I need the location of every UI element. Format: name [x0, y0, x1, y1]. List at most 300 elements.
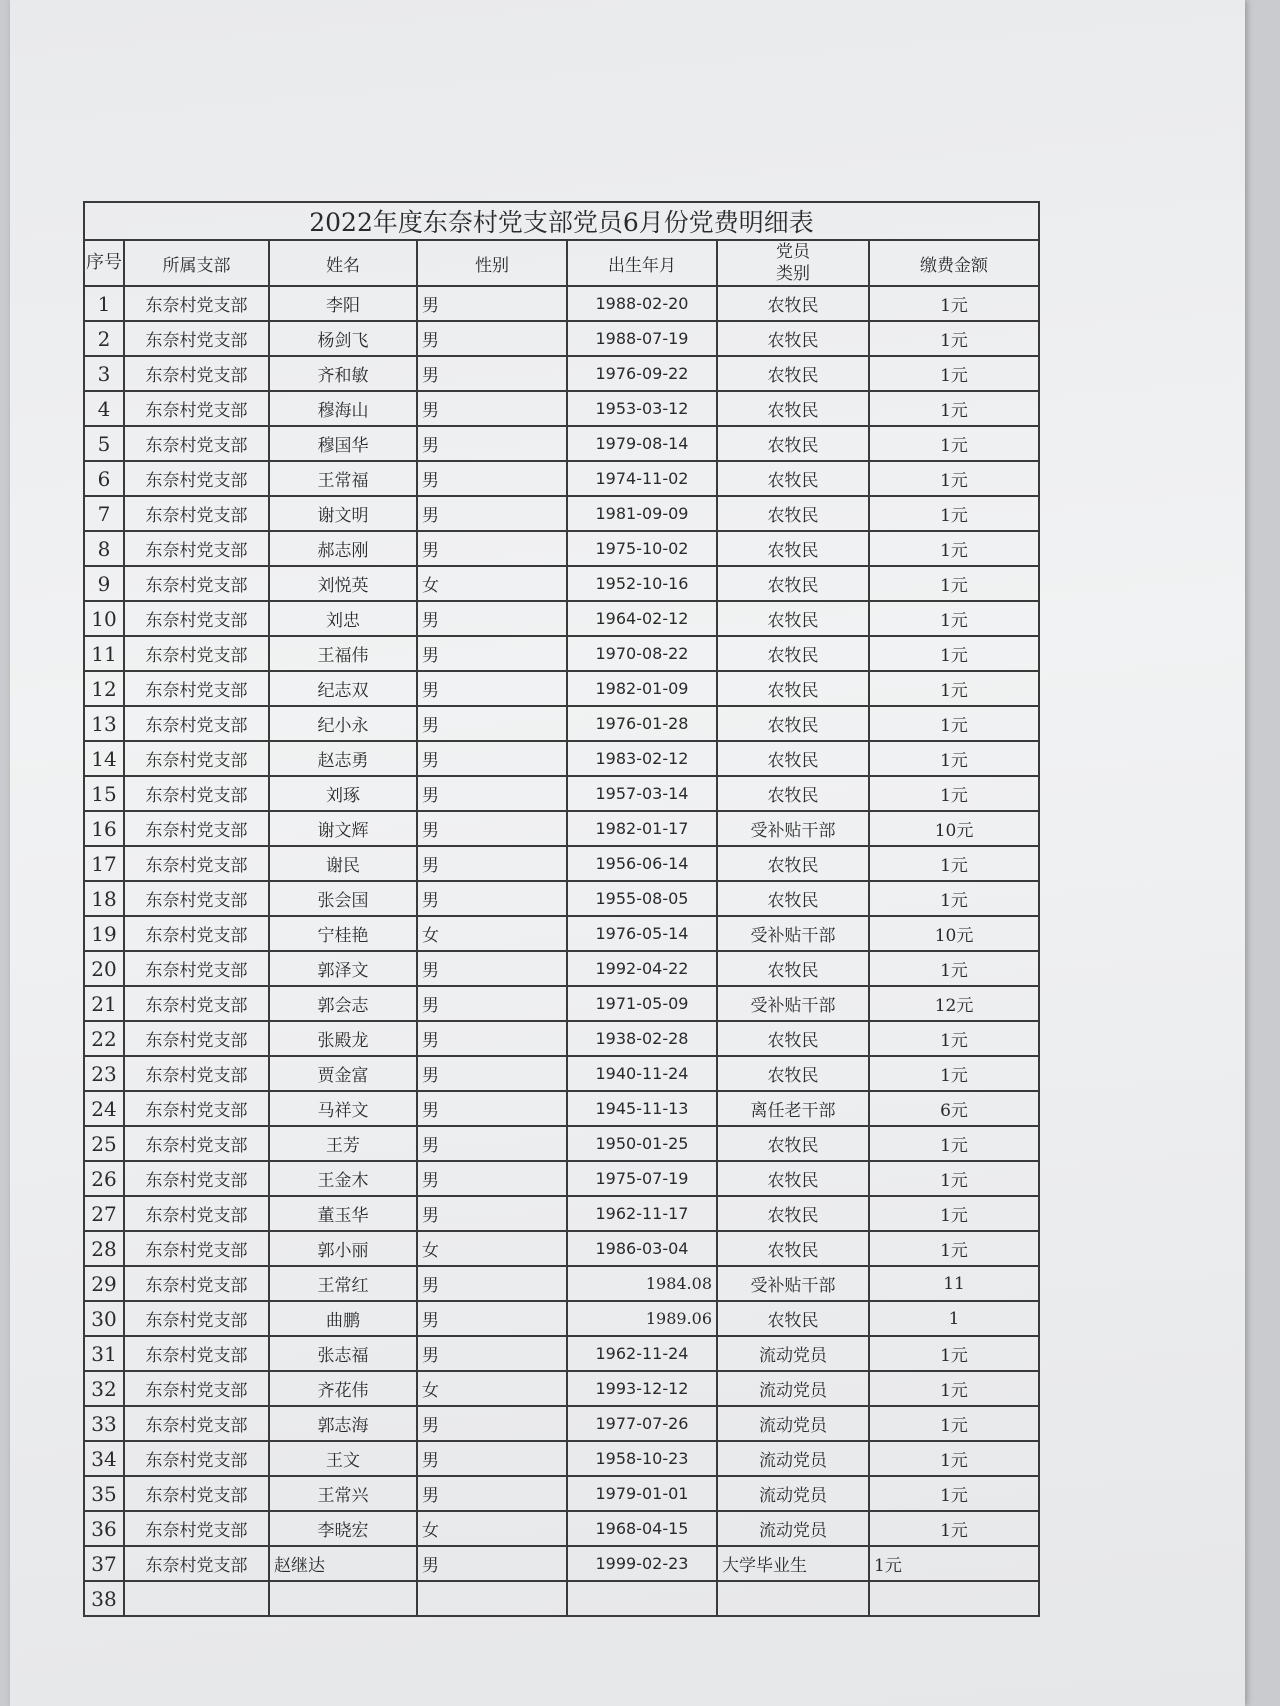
row-birth: 1975-07-19 — [567, 1161, 717, 1196]
row-type: 农牧民 — [717, 776, 869, 811]
table-row — [84, 671, 1039, 706]
header-fee: 缴费金额 — [869, 240, 1039, 286]
row-number: 35 — [84, 1476, 124, 1511]
row-birth: 1976-01-28 — [567, 706, 717, 741]
row-name: 齐花伟 — [269, 1371, 417, 1406]
row-birth: 1992-04-22 — [567, 951, 717, 986]
row-branch: 东奈村党支部 — [124, 1371, 269, 1406]
row-number: 17 — [84, 846, 124, 881]
row-branch: 东奈村党支部 — [124, 1511, 269, 1546]
row-branch: 东奈村党支部 — [124, 1161, 269, 1196]
row-type: 农牧民 — [717, 1021, 869, 1056]
row-sex: 男 — [417, 1266, 567, 1301]
row-birth: 1979-01-01 — [567, 1476, 717, 1511]
row-sex: 男 — [417, 391, 567, 426]
row-name: 王芳 — [269, 1126, 417, 1161]
row-number: 10 — [84, 601, 124, 636]
row-name: 穆国华 — [269, 426, 417, 461]
row-sex: 男 — [417, 461, 567, 496]
row-birth: 1955-08-05 — [567, 881, 717, 916]
table-row — [84, 426, 1039, 461]
row-birth: 1957-03-14 — [567, 776, 717, 811]
row-sex: 男 — [417, 776, 567, 811]
row-sex: 男 — [417, 1196, 567, 1231]
header-row — [84, 240, 1039, 286]
row-name: 王文 — [269, 1441, 417, 1476]
row-birth: 1974-11-02 — [567, 461, 717, 496]
row-name: 郭泽文 — [269, 951, 417, 986]
row-fee: 1元 — [869, 1161, 1039, 1196]
row-branch: 东奈村党支部 — [124, 1021, 269, 1056]
row-birth: 1971-05-09 — [567, 986, 717, 1021]
row-fee: 1元 — [869, 1371, 1039, 1406]
row-type: 农牧民 — [717, 391, 869, 426]
table-row — [84, 1511, 1039, 1546]
row-birth: 1962-11-17 — [567, 1196, 717, 1231]
row-name: 宁桂艳 — [269, 916, 417, 951]
row-branch: 东奈村党支部 — [124, 1546, 269, 1581]
table-row — [84, 1021, 1039, 1056]
row-birth: 1964-02-12 — [567, 601, 717, 636]
row-fee: 1元 — [869, 1336, 1039, 1371]
row-sex: 男 — [417, 601, 567, 636]
row-name: 王福伟 — [269, 636, 417, 671]
row-number: 21 — [84, 986, 124, 1021]
row-branch — [124, 1581, 269, 1616]
row-fee: 12元 — [869, 986, 1039, 1021]
row-sex: 男 — [417, 706, 567, 741]
row-sex: 男 — [417, 1441, 567, 1476]
header-name: 姓名 — [269, 240, 417, 286]
row-birth: 1956-06-14 — [567, 846, 717, 881]
row-type: 农牧民 — [717, 636, 869, 671]
row-type: 农牧民 — [717, 1056, 869, 1091]
row-sex: 男 — [417, 1476, 567, 1511]
row-number: 38 — [84, 1581, 124, 1616]
row-branch: 东奈村党支部 — [124, 1476, 269, 1511]
row-number: 28 — [84, 1231, 124, 1266]
row-number: 9 — [84, 566, 124, 601]
row-number: 18 — [84, 881, 124, 916]
row-name: 杨剑飞 — [269, 321, 417, 356]
row-name: 王常兴 — [269, 1476, 417, 1511]
row-branch: 东奈村党支部 — [124, 601, 269, 636]
row-name: 谢文辉 — [269, 811, 417, 846]
row-fee: 1元 — [869, 951, 1039, 986]
row-fee: 1元 — [869, 1511, 1039, 1546]
table-row — [84, 881, 1039, 916]
row-name: 赵继达 — [269, 1546, 417, 1581]
row-number: 7 — [84, 496, 124, 531]
row-number: 31 — [84, 1336, 124, 1371]
row-sex: 男 — [417, 811, 567, 846]
row-fee: 1元 — [869, 321, 1039, 356]
row-birth: 1984.08 — [567, 1266, 717, 1301]
row-branch: 东奈村党支部 — [124, 461, 269, 496]
row-number: 26 — [84, 1161, 124, 1196]
row-birth: 1982-01-09 — [567, 671, 717, 706]
row-sex: 男 — [417, 1336, 567, 1371]
row-type: 农牧民 — [717, 881, 869, 916]
table-body — [84, 286, 1039, 1616]
row-name: 马祥文 — [269, 1091, 417, 1126]
row-sex: 男 — [417, 1091, 567, 1126]
row-fee: 1元 — [869, 671, 1039, 706]
row-number: 30 — [84, 1301, 124, 1336]
row-number: 1 — [84, 286, 124, 321]
table-row — [84, 391, 1039, 426]
row-type: 农牧民 — [717, 1196, 869, 1231]
row-type: 农牧民 — [717, 1126, 869, 1161]
row-fee: 1元 — [869, 531, 1039, 566]
table-row — [84, 1056, 1039, 1091]
row-sex: 男 — [417, 1126, 567, 1161]
row-type: 农牧民 — [717, 566, 869, 601]
row-sex: 男 — [417, 531, 567, 566]
row-type: 农牧民 — [717, 1301, 869, 1336]
row-name: 郭小丽 — [269, 1231, 417, 1266]
row-sex: 男 — [417, 496, 567, 531]
row-birth: 1958-10-23 — [567, 1441, 717, 1476]
row-fee: 1元 — [869, 881, 1039, 916]
row-birth: 1968-04-15 — [567, 1511, 717, 1546]
row-number: 32 — [84, 1371, 124, 1406]
row-number: 13 — [84, 706, 124, 741]
row-branch: 东奈村党支部 — [124, 986, 269, 1021]
row-branch: 东奈村党支部 — [124, 916, 269, 951]
row-fee: 6元 — [869, 1091, 1039, 1126]
row-branch: 东奈村党支部 — [124, 1231, 269, 1266]
row-birth: 1977-07-26 — [567, 1406, 717, 1441]
row-number: 27 — [84, 1196, 124, 1231]
row-name: 赵志勇 — [269, 741, 417, 776]
row-sex: 男 — [417, 321, 567, 356]
row-type: 农牧民 — [717, 496, 869, 531]
row-birth: 1950-01-25 — [567, 1126, 717, 1161]
table-row — [84, 1161, 1039, 1196]
row-type: 农牧民 — [717, 1231, 869, 1266]
row-branch: 东奈村党支部 — [124, 1441, 269, 1476]
row-fee: 1元 — [869, 741, 1039, 776]
table-row — [84, 1406, 1039, 1441]
row-sex: 女 — [417, 566, 567, 601]
row-fee: 10元 — [869, 811, 1039, 846]
row-type — [717, 1581, 869, 1616]
row-fee: 1元 — [869, 1021, 1039, 1056]
row-type: 农牧民 — [717, 321, 869, 356]
row-type: 受补贴干部 — [717, 1266, 869, 1301]
header-type: 党员类别 — [717, 240, 869, 286]
row-type: 受补贴干部 — [717, 916, 869, 951]
row-branch: 东奈村党支部 — [124, 636, 269, 671]
row-name: 张会国 — [269, 881, 417, 916]
row-branch: 东奈村党支部 — [124, 1266, 269, 1301]
row-name: 王金木 — [269, 1161, 417, 1196]
row-sex: 女 — [417, 1511, 567, 1546]
table-row — [84, 1546, 1039, 1581]
table-row — [84, 321, 1039, 356]
row-birth: 1940-11-24 — [567, 1056, 717, 1091]
row-birth: 1988-07-19 — [567, 321, 717, 356]
row-name — [269, 1581, 417, 1616]
row-type: 流动党员 — [717, 1336, 869, 1371]
row-number: 29 — [84, 1266, 124, 1301]
table-row — [84, 566, 1039, 601]
row-branch: 东奈村党支部 — [124, 496, 269, 531]
row-birth: 1983-02-12 — [567, 741, 717, 776]
row-type: 农牧民 — [717, 951, 869, 986]
row-fee: 1元 — [869, 636, 1039, 671]
row-name: 王常福 — [269, 461, 417, 496]
row-number: 6 — [84, 461, 124, 496]
table-row — [84, 986, 1039, 1021]
row-number: 14 — [84, 741, 124, 776]
table-title: 2022年度东奈村党支部党员6月份党费明细表 — [84, 202, 1039, 240]
table-row — [84, 1266, 1039, 1301]
row-sex: 男 — [417, 1546, 567, 1581]
row-fee: 1元 — [869, 426, 1039, 461]
row-branch: 东奈村党支部 — [124, 1336, 269, 1371]
table-row — [84, 1441, 1039, 1476]
row-sex: 男 — [417, 1406, 567, 1441]
row-fee: 1元 — [869, 601, 1039, 636]
row-branch: 东奈村党支部 — [124, 531, 269, 566]
row-branch: 东奈村党支部 — [124, 811, 269, 846]
row-sex: 男 — [417, 426, 567, 461]
row-number: 3 — [84, 356, 124, 391]
row-branch: 东奈村党支部 — [124, 881, 269, 916]
row-number: 22 — [84, 1021, 124, 1056]
table-row — [84, 496, 1039, 531]
table-row — [84, 1126, 1039, 1161]
row-name: 纪小永 — [269, 706, 417, 741]
row-type: 农牧民 — [717, 1161, 869, 1196]
table-row — [84, 741, 1039, 776]
row-name: 刘悦英 — [269, 566, 417, 601]
table-row — [84, 1336, 1039, 1371]
row-fee: 1元 — [869, 1056, 1039, 1091]
row-sex: 男 — [417, 1301, 567, 1336]
row-name: 谢民 — [269, 846, 417, 881]
row-fee: 1 — [869, 1301, 1039, 1336]
row-fee: 1元 — [869, 1231, 1039, 1266]
row-branch: 东奈村党支部 — [124, 356, 269, 391]
row-fee: 1元 — [869, 1476, 1039, 1511]
row-branch: 东奈村党支部 — [124, 1406, 269, 1441]
row-sex: 女 — [417, 916, 567, 951]
table-row — [84, 356, 1039, 391]
row-number: 37 — [84, 1546, 124, 1581]
row-name: 郝志刚 — [269, 531, 417, 566]
row-fee: 1元 — [869, 391, 1039, 426]
row-name: 董玉华 — [269, 1196, 417, 1231]
row-branch: 东奈村党支部 — [124, 426, 269, 461]
row-number: 5 — [84, 426, 124, 461]
row-number: 15 — [84, 776, 124, 811]
row-branch: 东奈村党支部 — [124, 1091, 269, 1126]
row-number: 24 — [84, 1091, 124, 1126]
row-name: 王常红 — [269, 1266, 417, 1301]
row-sex: 男 — [417, 1161, 567, 1196]
row-sex: 男 — [417, 286, 567, 321]
row-birth: 1976-09-22 — [567, 356, 717, 391]
row-type: 流动党员 — [717, 1441, 869, 1476]
row-fee: 11 — [869, 1266, 1039, 1301]
row-type: 农牧民 — [717, 286, 869, 321]
row-sex: 男 — [417, 986, 567, 1021]
row-birth: 1938-02-28 — [567, 1021, 717, 1056]
table-row — [84, 1476, 1039, 1511]
row-fee: 1元 — [869, 356, 1039, 391]
row-number: 8 — [84, 531, 124, 566]
table-row — [84, 916, 1039, 951]
row-type: 流动党员 — [717, 1406, 869, 1441]
row-branch: 东奈村党支部 — [124, 1126, 269, 1161]
table-row — [84, 811, 1039, 846]
row-fee: 10元 — [869, 916, 1039, 951]
row-branch: 东奈村党支部 — [124, 391, 269, 426]
table-row — [84, 636, 1039, 671]
row-name: 郭会志 — [269, 986, 417, 1021]
row-number: 11 — [84, 636, 124, 671]
row-fee: 1元 — [869, 1196, 1039, 1231]
row-number: 25 — [84, 1126, 124, 1161]
row-branch: 东奈村党支部 — [124, 776, 269, 811]
row-fee: 1元 — [869, 776, 1039, 811]
row-name: 张殿龙 — [269, 1021, 417, 1056]
table-row — [84, 1581, 1039, 1616]
row-name: 齐和敏 — [269, 356, 417, 391]
table-row — [84, 531, 1039, 566]
header-no: 序号 — [84, 240, 124, 286]
row-name: 郭志海 — [269, 1406, 417, 1441]
row-fee: 1元 — [869, 566, 1039, 601]
row-type: 受补贴干部 — [717, 811, 869, 846]
row-number: 4 — [84, 391, 124, 426]
row-number: 20 — [84, 951, 124, 986]
table-row — [84, 846, 1039, 881]
row-branch: 东奈村党支部 — [124, 1056, 269, 1091]
row-fee: 1元 — [869, 1406, 1039, 1441]
row-sex: 男 — [417, 846, 567, 881]
row-birth: 1993-12-12 — [567, 1371, 717, 1406]
row-birth: 1945-11-13 — [567, 1091, 717, 1126]
row-fee: 1元 — [869, 706, 1039, 741]
row-type: 农牧民 — [717, 741, 869, 776]
row-name: 刘琢 — [269, 776, 417, 811]
row-number: 16 — [84, 811, 124, 846]
row-branch: 东奈村党支部 — [124, 1196, 269, 1231]
row-branch: 东奈村党支部 — [124, 951, 269, 986]
row-sex: 女 — [417, 1231, 567, 1266]
row-number: 33 — [84, 1406, 124, 1441]
table-row — [84, 1196, 1039, 1231]
row-type: 农牧民 — [717, 531, 869, 566]
row-birth: 1953-03-12 — [567, 391, 717, 426]
row-type: 农牧民 — [717, 601, 869, 636]
row-type: 农牧民 — [717, 356, 869, 391]
row-name: 刘忠 — [269, 601, 417, 636]
row-type: 农牧民 — [717, 706, 869, 741]
row-sex: 男 — [417, 356, 567, 391]
row-sex: 男 — [417, 881, 567, 916]
row-birth: 1975-10-02 — [567, 531, 717, 566]
row-type: 农牧民 — [717, 846, 869, 881]
row-branch: 东奈村党支部 — [124, 846, 269, 881]
row-birth: 1981-09-09 — [567, 496, 717, 531]
row-birth: 1976-05-14 — [567, 916, 717, 951]
row-branch: 东奈村党支部 — [124, 286, 269, 321]
row-sex: 男 — [417, 671, 567, 706]
table-row — [84, 1301, 1039, 1336]
row-type: 流动党员 — [717, 1511, 869, 1546]
row-type: 流动党员 — [717, 1371, 869, 1406]
row-name: 穆海山 — [269, 391, 417, 426]
row-number: 34 — [84, 1441, 124, 1476]
table-row — [84, 776, 1039, 811]
row-birth: 1986-03-04 — [567, 1231, 717, 1266]
row-name: 谢文明 — [269, 496, 417, 531]
row-number: 2 — [84, 321, 124, 356]
row-fee: 1元 — [869, 461, 1039, 496]
row-sex: 男 — [417, 1056, 567, 1091]
row-birth: 1982-01-17 — [567, 811, 717, 846]
row-name: 李晓宏 — [269, 1511, 417, 1546]
row-branch: 东奈村党支部 — [124, 566, 269, 601]
table-row — [84, 1091, 1039, 1126]
header-sex: 性别 — [417, 240, 567, 286]
row-branch: 东奈村党支部 — [124, 741, 269, 776]
row-birth: 1962-11-24 — [567, 1336, 717, 1371]
row-birth: 1999-02-23 — [567, 1546, 717, 1581]
row-sex: 男 — [417, 951, 567, 986]
row-type: 农牧民 — [717, 461, 869, 496]
row-type: 受补贴干部 — [717, 986, 869, 1021]
party-fee-table — [83, 201, 1040, 1617]
row-fee: 1元 — [869, 1546, 1039, 1581]
row-name: 曲鹏 — [269, 1301, 417, 1336]
row-fee: 1元 — [869, 846, 1039, 881]
row-number: 23 — [84, 1056, 124, 1091]
row-name: 纪志双 — [269, 671, 417, 706]
row-number: 19 — [84, 916, 124, 951]
row-number: 12 — [84, 671, 124, 706]
row-branch: 东奈村党支部 — [124, 706, 269, 741]
table-row — [84, 1231, 1039, 1266]
header-branch: 所属支部 — [124, 240, 269, 286]
row-fee: 1元 — [869, 1126, 1039, 1161]
row-fee: 1元 — [869, 1441, 1039, 1476]
table-row — [84, 706, 1039, 741]
row-name: 贾金富 — [269, 1056, 417, 1091]
row-birth: 1970-08-22 — [567, 636, 717, 671]
row-birth: 1989.06 — [567, 1301, 717, 1336]
row-fee — [869, 1581, 1039, 1616]
row-branch: 东奈村党支部 — [124, 671, 269, 706]
header-birth: 出生年月 — [567, 240, 717, 286]
row-name: 李阳 — [269, 286, 417, 321]
row-branch: 东奈村党支部 — [124, 321, 269, 356]
row-name: 张志福 — [269, 1336, 417, 1371]
row-fee: 1元 — [869, 496, 1039, 531]
row-sex: 男 — [417, 1021, 567, 1056]
table-row — [84, 461, 1039, 496]
row-branch: 东奈村党支部 — [124, 1301, 269, 1336]
row-type: 农牧民 — [717, 671, 869, 706]
row-type: 离任老干部 — [717, 1091, 869, 1126]
row-sex — [417, 1581, 567, 1616]
row-sex: 女 — [417, 1371, 567, 1406]
